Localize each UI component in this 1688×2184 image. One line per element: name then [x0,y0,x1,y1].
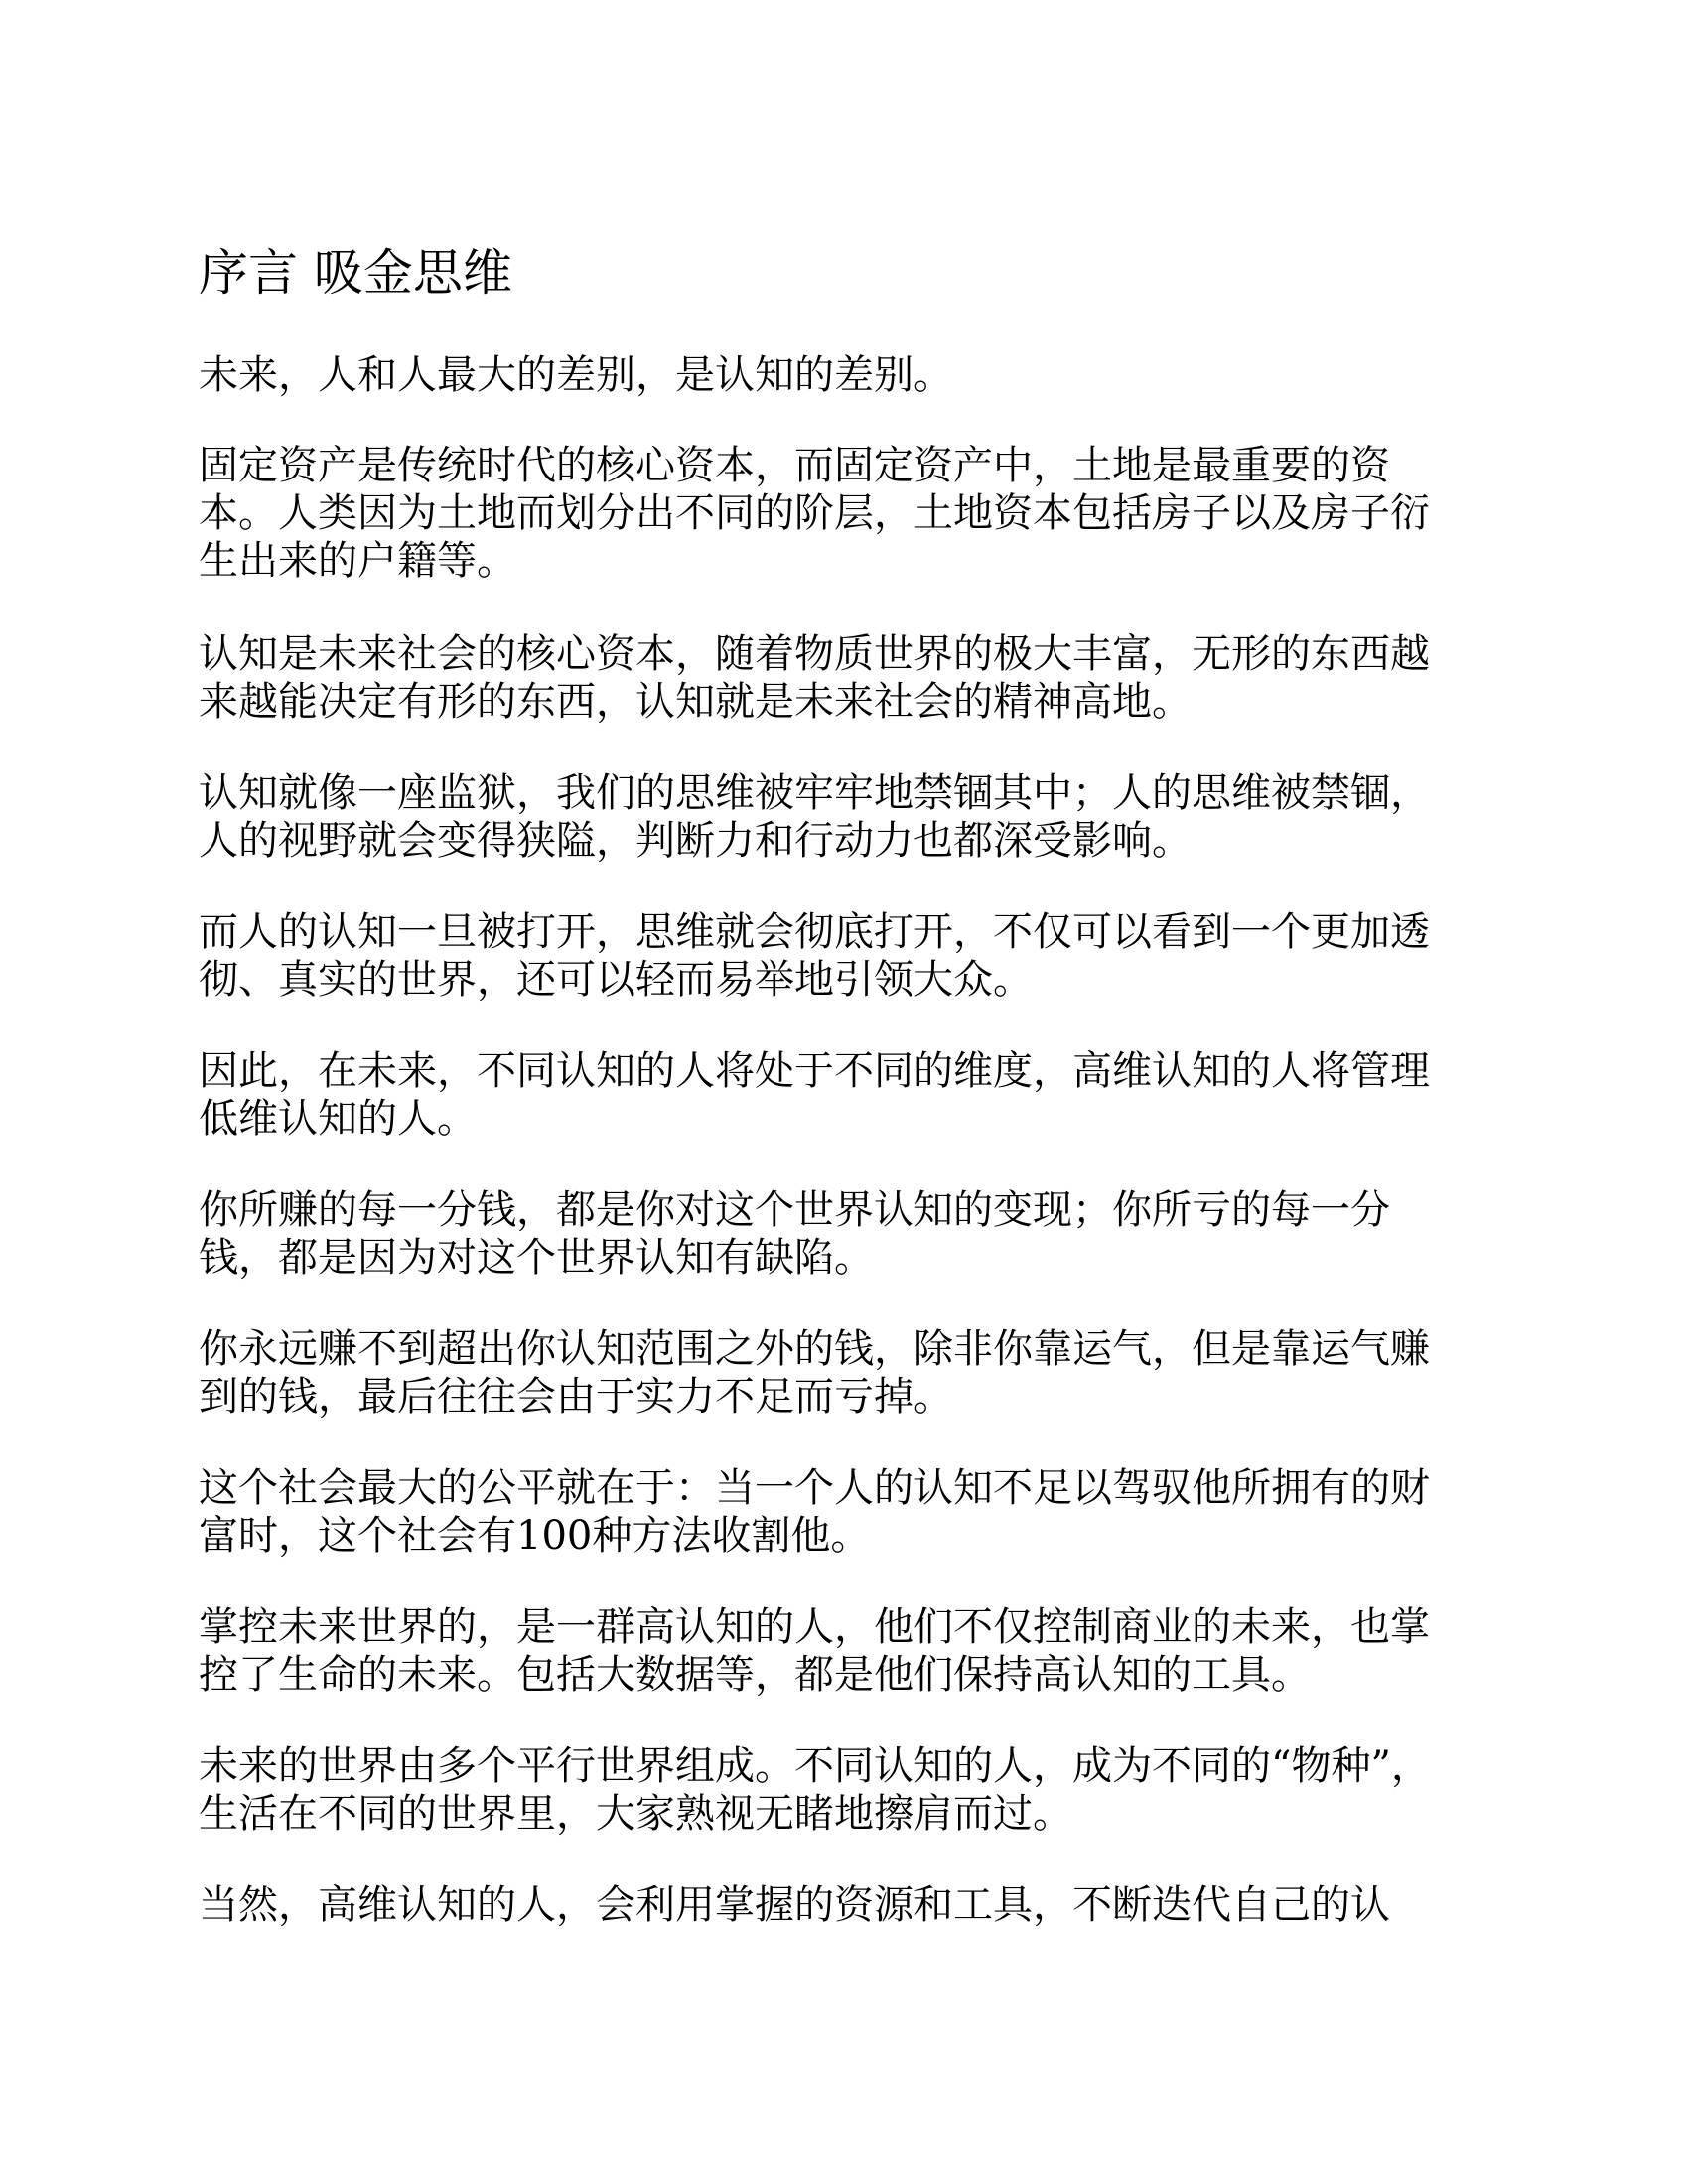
paragraph [199,351,953,399]
text-line: 控了生命的未来。包括大数据等，都是他们保持高认知的工具。 [199,1652,1311,1698]
text-line: 认知是未来社会的核心资本，随着物质世界的极大丰富，无形的东西越 [199,631,1430,677]
paragraph [199,1881,1390,1929]
text-line: 人的视野就会变得狭隘，判断力和行动力也都深受影响。 [199,818,1192,864]
text-line: 你永远赚不到超出你认知范围之外的钱，除非你靠运气，但是靠运气赚 [199,1326,1430,1372]
paragraph [199,1742,1431,1838]
text-line: 生活在不同的世界里，大家熟视无睹地擦肩而过。 [199,1791,1072,1837]
paragraph [199,1603,1430,1699]
paragraph [199,442,1430,585]
text-line: 生出来的户籍等。 [199,538,516,584]
text-line: 富时，这个社会有100种方法收割他。 [199,1513,871,1559]
text-line: 来越能决定有形的东西，认知就是未来社会的精神高地。 [199,679,1192,725]
paragraph [199,908,1430,1004]
text-line: 低维认知的人。 [199,1096,477,1142]
text-line: 未来的世界由多个平行世界组成。不同认知的人，成为不同的“物种”， [199,1743,1431,1789]
text-line: 你所赚的每一分钱，都是你对这个世界认知的变现；你所亏的每一分 [199,1187,1390,1233]
text-line: 固定资产是传统时代的核心资本，而固定资产中，土地是最重要的资 [199,443,1390,488]
text-line: 本。人类因为土地而划分出不同的阶层，土地资本包括房子以及房子衍 [199,490,1430,536]
text-line: 到的钱，最后往往会由于实力不足而亏掉。 [199,1374,953,1420]
chapter-title: 序言 吸金思维 [199,244,512,302]
text-line: 掌控未来世界的，是一群高认知的人，他们不仅控制商业的未来，也掌 [199,1604,1430,1650]
paragraph [199,1047,1430,1143]
paragraph [199,769,1430,865]
text-line: 彻、真实的世界，还可以轻而易举地引领大众。 [199,957,1033,1003]
text-line: 认知就像一座监狱，我们的思维被牢牢地禁锢其中；人的思维被禁锢， [199,770,1430,816]
text-line: 而人的认知一旦被打开，思维就会彻底打开，不仅可以看到一个更加透 [199,909,1430,955]
text-line: 因此，在未来，不同认知的人将处于不同的维度，高维认知的人将管理 [199,1048,1430,1094]
paragraph [199,1464,1430,1560]
text-line: 钱，都是因为对这个世界认知有缺陷。 [199,1235,874,1281]
text-line: 这个社会最大的公平就在于：当一个人的认知不足以驾驭他所拥有的财 [199,1465,1430,1511]
paragraph [199,1186,1390,1282]
text-line: 当然，高维认知的人，会利用掌握的资源和工具，不断迭代自己的认 [199,1882,1390,1928]
paragraph [199,630,1430,726]
paragraph [199,1325,1430,1421]
text-line: 未来，人和人最大的差别，是认知的差别。 [199,352,953,398]
